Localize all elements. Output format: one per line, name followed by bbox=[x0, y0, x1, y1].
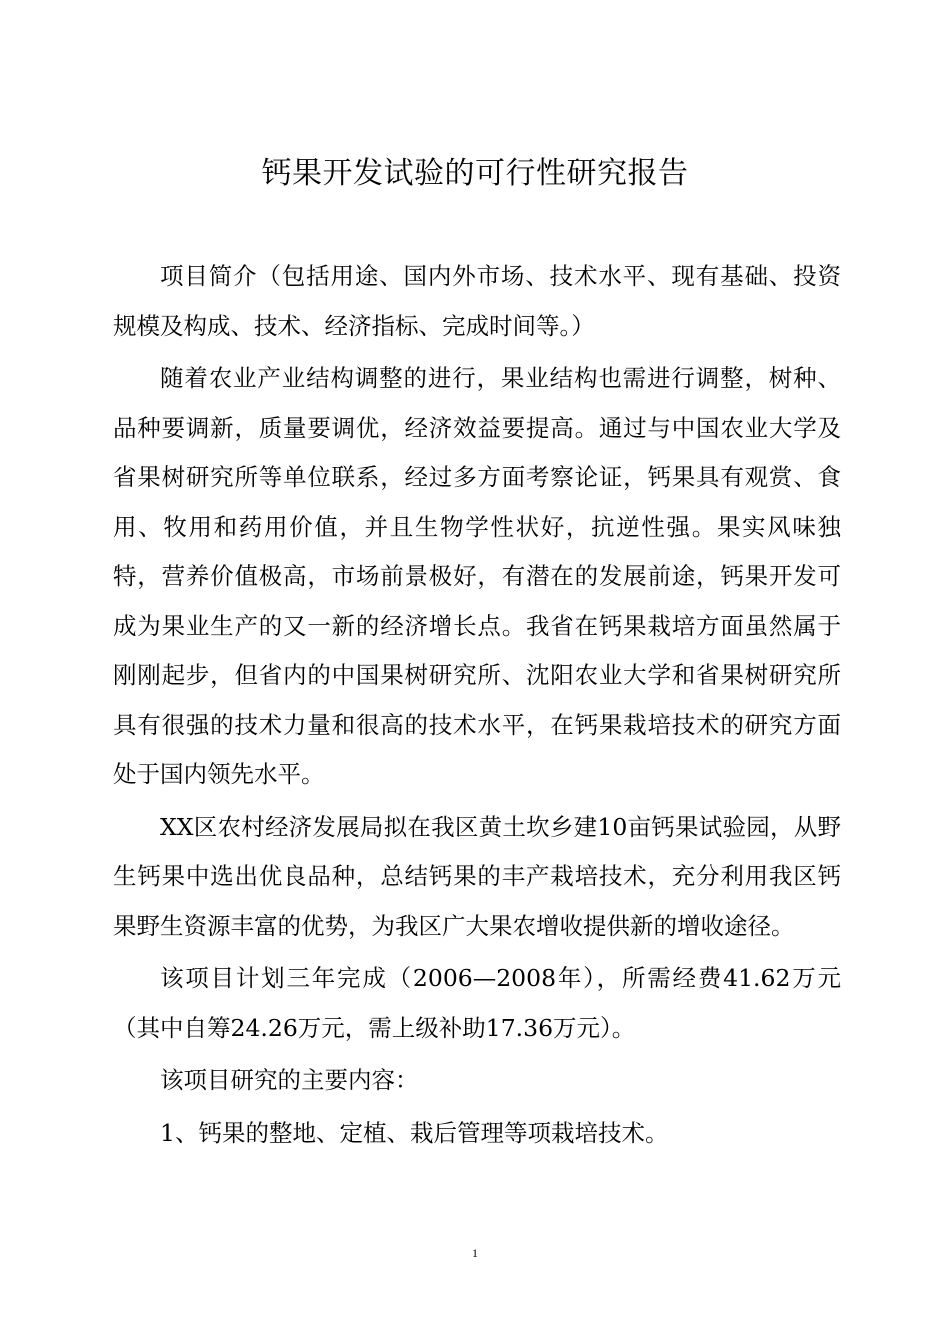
paragraph-plan: XX区农村经济发展局拟在我区黄土坎乡建10亩钙果试验园，从野生钙果中选出优良品种，总结钙果的丰产栽培技术，充分利用我区钙果野生资源丰富的优势，为我区广大果农增收提供新的增收途径。 bbox=[113, 812, 841, 940]
paragraph-project-summary: 项目简介（包括用途、国内外市场、技术水平、现有基础、投资规模及构成、技术、经济指标、完成时间等。） bbox=[113, 262, 841, 340]
paragraph-content-item-1: 1、钙果的整地、定植、栽后管理等项栽培技术。 bbox=[160, 1118, 669, 1147]
document-body bbox=[113, 252, 841, 1161]
page-number: 1 bbox=[472, 1246, 478, 1260]
document-title: 钙果开发试验的可行性研究报告 bbox=[261, 156, 689, 191]
paragraph-budget: 该项目计划三年完成（2006—2008年），所需经费41.62万元（其中自筹24.26万元，需上级补助17.36万元）。 bbox=[113, 964, 841, 1042]
paragraph-background: 随着农业产业结构调整的进行，果业结构也需进行调整，树种、品种要调新，质量要调优，经济效益要提高。通过与中国农业大学及省果树研究所等单位联系，经过多方面考察论证，钙果具有观赏、食用、牧用和药用价值，并且生物学性状好，抗逆性强。果实风味独特，营养价值极高，市场前景极好，有潜在的发展前途，钙果开发可成为果业生产的又一新的经济增长点。我省在钙果栽培方面虽然属于刚刚起步，但省内的中国果树研究所、沈阳农业大学和省果树研究所具有很强的技术力量和很高的技术水平，在钙果栽培技术的研究方面处于国内领先水平。 bbox=[113, 364, 841, 788]
paragraph-content-heading: 该项目研究的主要内容： bbox=[160, 1066, 419, 1094]
